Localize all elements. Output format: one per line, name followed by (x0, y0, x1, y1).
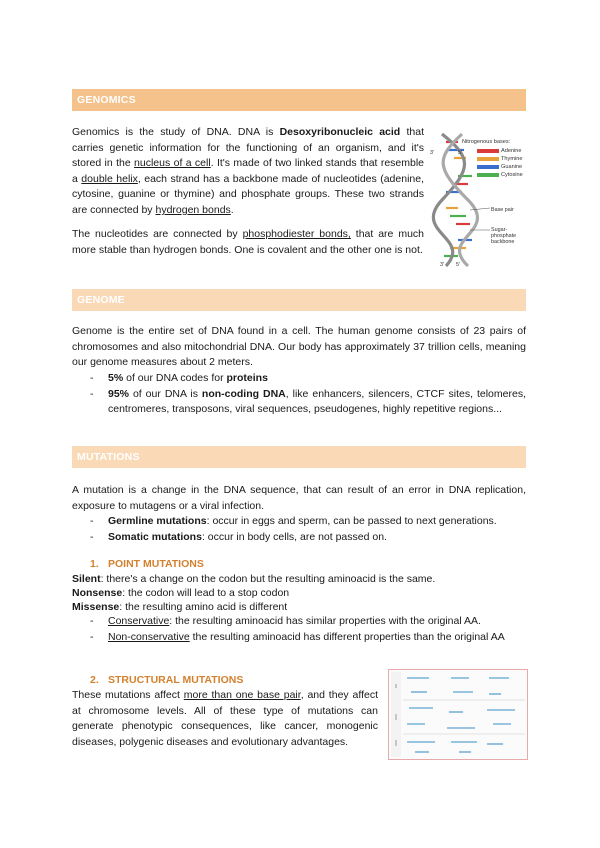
missense-types-list (72, 614, 526, 645)
subheading-number: 2. (90, 674, 99, 686)
legend-item (477, 148, 522, 154)
section-header-genomics (72, 89, 526, 111)
text: : the codon will lead to a stop codon (122, 587, 290, 599)
text: : occur in eggs and sperm, can be passed to next generations. (206, 515, 497, 527)
text: : the resulting amino acid is different (119, 601, 288, 613)
list-item (72, 387, 526, 418)
mutations-paragraph: A mutation is a change in the DNA sequence, that can result of an error in DNA replication, exposure to mutagens or a viral infection. (72, 484, 526, 512)
missense-line (72, 600, 287, 614)
section-title: GENOMICS (77, 94, 136, 106)
underlined-term: phosphodiester bonds, (242, 228, 351, 240)
bold-term: Somatic mutations (108, 530, 202, 543)
text: of our DNA codes for (123, 372, 227, 384)
bold-term: Nonsense (72, 587, 123, 599)
list-item (72, 530, 526, 546)
legend-swatch (477, 157, 499, 161)
section-title: GENOME (77, 294, 125, 306)
text: of our DNA is (129, 387, 202, 400)
list-item (72, 614, 526, 630)
subheading-title: POINT MUTATIONS (108, 558, 204, 570)
list-item (72, 514, 526, 530)
text: Genomics is the study of DNA. DNA is (72, 126, 280, 138)
legend-title: Nitrogenous bases: (462, 139, 511, 145)
strand-end-label: 3' (440, 262, 445, 268)
underlined-term: double helix (81, 172, 138, 185)
text: The nucleotides are connected by (72, 228, 243, 240)
legend-swatch (477, 165, 499, 169)
legend-label: Thymine (501, 156, 523, 162)
bold-term: 5% (108, 372, 124, 384)
strand-end-label: 5' (458, 150, 463, 156)
subheading-number: 1. (90, 558, 99, 570)
legend-item (477, 172, 523, 178)
text: , and they affect at chromosome levels. All of these type of mutations can generate phenotypic consequences, like cancer, monogenic diseases, polygenic diseases and evolutionary advantages. (72, 689, 378, 748)
text: : occur in body cells, are not passed on. (201, 530, 387, 543)
silent-line (72, 572, 435, 586)
text: . It's made of two linked stands that resemble a (72, 157, 425, 185)
section-header-mutations (72, 446, 526, 468)
section-title: MUTATIONS (77, 451, 140, 463)
legend-swatch (477, 173, 499, 177)
genomics-paragraph-2 (72, 227, 424, 258)
structural-mutations-diagram (389, 670, 527, 759)
mutation-types-list (72, 514, 526, 545)
underlined-term: more than one base pair (183, 689, 301, 701)
underlined-term: Non-conservative (108, 630, 190, 643)
legend-item (477, 164, 522, 170)
text: These mutations affect (72, 689, 184, 701)
strand-end-label: 5' (456, 262, 461, 268)
bold-term: non-coding DNA (201, 387, 286, 400)
genome-list (72, 371, 526, 418)
subheading-title: STRUCTURAL MUTATIONS (108, 674, 244, 686)
genome-paragraph: Genome is the entire set of DNA found in a cell. The human genome consists of 23 pairs of chromosomes and also mitochondrial DNA. Our body has approximately 37 trillion cells, meaning our genome measures about 2 meters. (72, 325, 526, 369)
subheading-point-mutations (90, 558, 204, 570)
base-pair-label: Base pair (491, 207, 514, 213)
strand-end-label: 3' (430, 150, 435, 156)
legend-swatch (477, 149, 499, 153)
bold-term: 95% (108, 387, 130, 400)
legend-label: Adenine (501, 148, 522, 154)
bold-term: Silent (72, 573, 101, 585)
underlined-term: nucleus of a cell (134, 157, 211, 170)
structural-mutations-figure (388, 669, 528, 760)
bold-term: Germline mutations (108, 515, 207, 527)
backbone-label: Sugar-phosphate backbone (491, 227, 517, 245)
legend-label: Cytosine (501, 172, 523, 178)
structural-paragraph (72, 688, 378, 750)
text: . (230, 203, 234, 216)
legend-label: Guanine (501, 164, 523, 170)
bold-term: Missense (72, 601, 120, 613)
text: that carries genetic information for the functioning of an organism, and it's stored in the (72, 126, 425, 170)
text: that are much more stable than hydrogen bonds. One is covalent and the other one is not. (72, 228, 424, 256)
nonsense-line (72, 586, 289, 600)
section-header-genome (72, 289, 526, 311)
text: the resulting aminoacid has different properties than the original AA (189, 630, 505, 643)
text: : there's a change on the codon but the resulting aminoacid is the same. (100, 573, 436, 585)
list-item (72, 630, 526, 646)
text: : the resulting aminoacid has similar properties with the original AA. (169, 615, 481, 627)
underlined-term: hydrogen bonds (155, 203, 231, 216)
bold-term: proteins (226, 372, 268, 384)
text: , like enhancers, silencers, CTCF sites, telomeres, centromeres, transposons, viral sequences, pseudogenes, highly repetitive regions... (108, 387, 526, 416)
subheading-structural-mutations (90, 674, 243, 686)
legend-item (477, 156, 522, 162)
underlined-term: Conservative (108, 615, 170, 627)
bold-term: Desoxyribonucleic acid (279, 126, 401, 138)
genomics-paragraph-1 (72, 125, 424, 219)
list-item (72, 371, 526, 387)
text: , each strand has a backbone made of nucleotides (adenine, cytosine, guanine or thymine) and phosphate groups. These two strands are connected by (72, 172, 425, 216)
